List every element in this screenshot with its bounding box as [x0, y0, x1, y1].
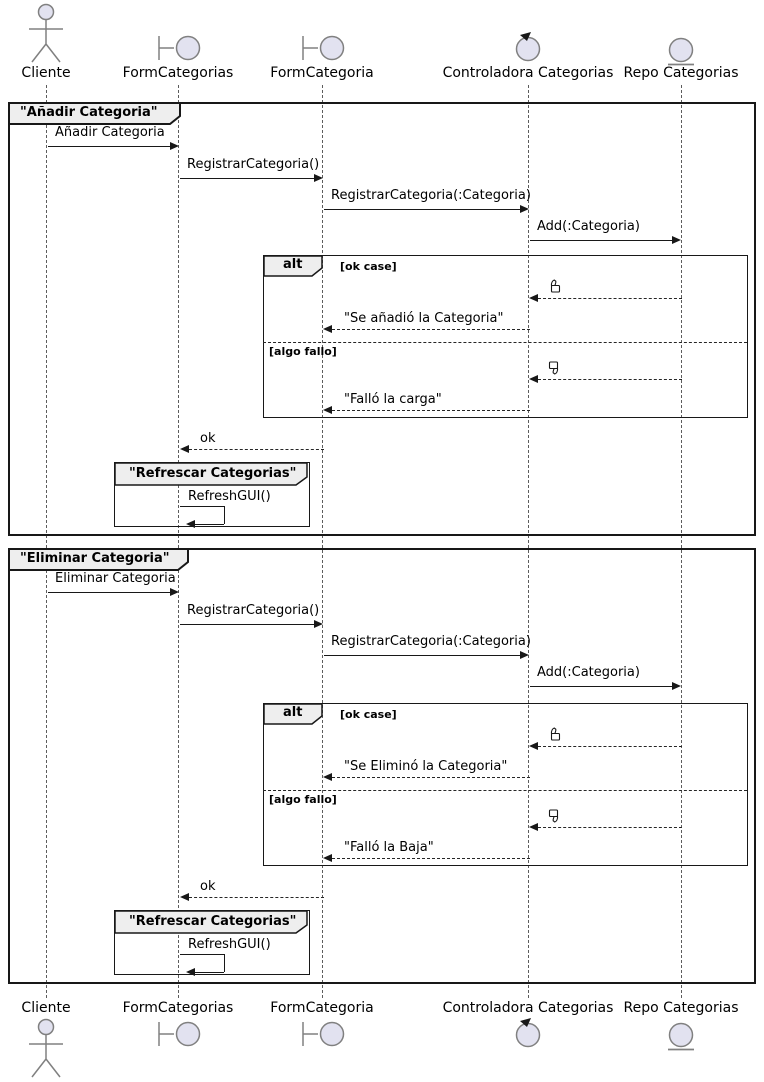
alt-fragment: [263, 255, 748, 418]
message-label: RefreshGUI(): [188, 489, 271, 504]
entity-icon: [666, 1022, 696, 1054]
arrowhead: [314, 620, 323, 628]
guard-fail: [algo fallo]: [269, 793, 337, 806]
message-arrow: [324, 209, 522, 210]
reply-arrow: [538, 298, 682, 299]
arrowhead: [180, 893, 189, 901]
self-message-top: [180, 506, 224, 507]
boundary-icon: [301, 35, 347, 61]
arrowhead: [529, 823, 538, 831]
frame-title: "Refrescar Categorias": [129, 466, 297, 481]
self-message-bottom: [195, 524, 224, 525]
arrowhead: [314, 174, 323, 182]
guard-fail: [algo fallo]: [269, 345, 337, 358]
message-label: RefreshGUI(): [188, 937, 271, 952]
arrowhead: [323, 325, 332, 333]
frame-title: "Eliminar Categoria": [20, 551, 170, 566]
message-label: RegistrarCategoria(): [187, 157, 320, 172]
reply-arrow: [332, 410, 530, 411]
message-label: Add(:Categoria): [537, 665, 640, 680]
thumbs-up-icon: [547, 727, 562, 742]
message-label: "Falló la carga": [344, 392, 442, 407]
thumbs-down-icon: [547, 808, 562, 823]
reply-arrow: [332, 858, 530, 859]
message-arrow: [530, 686, 674, 687]
arrowhead: [529, 375, 538, 383]
arrowhead: [520, 651, 529, 659]
alt-fragment: [263, 703, 748, 866]
arrowhead: [672, 236, 681, 244]
arrowhead: [529, 742, 538, 750]
message-label: RegistrarCategoria(): [187, 603, 320, 618]
participant-label: FormCategoria: [270, 1000, 374, 1016]
frame-refrescar-categorias: [114, 910, 310, 975]
message-label: RegistrarCategoria(:Categoria): [331, 188, 531, 203]
arrowhead: [323, 406, 332, 414]
reply-arrow: [538, 827, 682, 828]
arrowhead: [672, 682, 681, 690]
message-arrow: [48, 592, 172, 593]
reply-arrow: [538, 379, 682, 380]
message-label: Eliminar Categoria: [55, 571, 176, 586]
arrowhead: [186, 520, 195, 528]
participant-label: Cliente: [21, 65, 71, 81]
frame-title: "Añadir Categoria": [20, 105, 158, 120]
message-label: "Falló la Baja": [344, 840, 434, 855]
frame-eliminar-categoria: [8, 548, 756, 984]
boundary-icon: [157, 35, 203, 61]
self-message-bottom: [195, 972, 224, 973]
participant-label: FormCategorias: [122, 65, 234, 81]
alt-operator: alt: [283, 257, 303, 272]
message-label: "Se Eliminó la Categoria": [344, 759, 508, 774]
arrowhead: [529, 294, 538, 302]
reply-arrow: [332, 329, 530, 330]
participant-label: Repo Categorias: [623, 1000, 739, 1016]
message-label: Añadir Categoria: [55, 125, 165, 140]
reply-arrow: [189, 449, 324, 450]
message-arrow: [180, 624, 316, 625]
thumbs-up-icon: [547, 279, 562, 294]
alt-separator: [263, 790, 747, 791]
participant-label: FormCategoria: [270, 65, 374, 81]
self-message-side: [224, 954, 225, 972]
message-label: ok: [200, 879, 216, 894]
boundary-icon: [301, 1021, 347, 1047]
message-label: "Se añadió la Categoria": [344, 311, 504, 326]
thumbs-down-icon: [547, 360, 562, 375]
frame-refrescar-categorias: [114, 462, 310, 527]
actor-icon: [28, 1018, 64, 1078]
participant-label: FormCategorias: [122, 1000, 234, 1016]
message-label: Add(:Categoria): [537, 219, 640, 234]
arrowhead: [323, 854, 332, 862]
self-message-side: [224, 506, 225, 524]
alt-separator: [263, 342, 747, 343]
participant-label: Cliente: [21, 1000, 71, 1016]
frame-anadir-categoria: [8, 102, 756, 536]
guard-ok: [ok case]: [340, 708, 397, 721]
arrowhead: [520, 205, 529, 213]
control-icon: [515, 1018, 541, 1048]
self-message-top: [180, 954, 224, 955]
message-label: ok: [200, 431, 216, 446]
message-arrow: [48, 146, 172, 147]
message-label: RegistrarCategoria(:Categoria): [331, 634, 531, 649]
message-arrow: [324, 655, 522, 656]
guard-ok: [ok case]: [340, 260, 397, 273]
arrowhead: [180, 445, 189, 453]
participant-label: Controladora Categorias: [442, 65, 614, 81]
participant-label: Controladora Categorias: [442, 1000, 614, 1016]
arrowhead: [323, 773, 332, 781]
reply-arrow: [538, 746, 682, 747]
alt-operator: alt: [283, 705, 303, 720]
message-arrow: [180, 178, 316, 179]
reply-arrow: [189, 897, 324, 898]
arrowhead: [186, 968, 195, 976]
control-icon: [515, 32, 541, 62]
reply-arrow: [332, 777, 530, 778]
arrowhead: [170, 142, 179, 150]
message-arrow: [530, 240, 674, 241]
boundary-icon: [157, 1021, 203, 1047]
participant-label: Repo Categorias: [623, 65, 739, 81]
frame-title: "Refrescar Categorias": [129, 914, 297, 929]
arrowhead: [170, 588, 179, 596]
actor-icon: [28, 3, 64, 63]
